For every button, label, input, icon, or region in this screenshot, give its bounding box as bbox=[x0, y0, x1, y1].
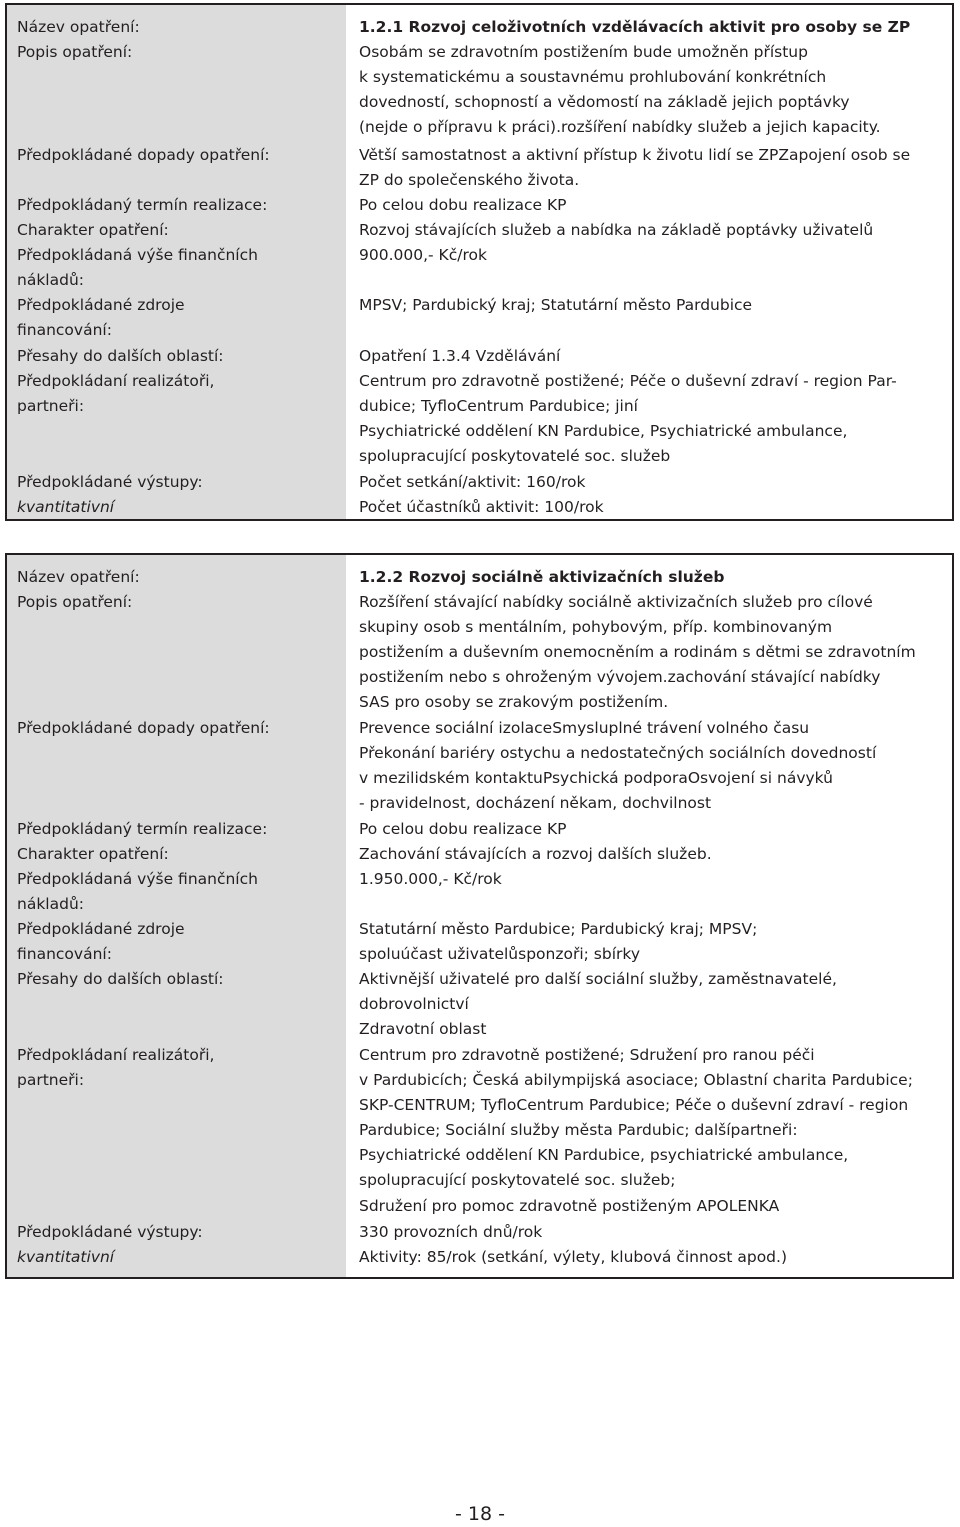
dopady-line: Překonání bariéry ostychu a nedostatečných sociálních dovedností bbox=[359, 744, 877, 762]
popis-line: Rozšíření stávající nabídky sociálně aktivizačních služeb pro cílové bbox=[359, 593, 873, 611]
realizatori-line: dubice; TyfloCentrum Pardubice; jiní bbox=[359, 397, 638, 415]
termin-value: Po celou dobu realizace KP bbox=[359, 820, 567, 838]
label-column bbox=[7, 555, 346, 1277]
label-termin: Předpokládaný termín realizace: bbox=[17, 820, 268, 838]
charakter-value: Rozvoj stávajících služeb a nabídka na základě poptávky uživatelů bbox=[359, 221, 874, 239]
label-nazev: Název opatření: bbox=[17, 568, 140, 586]
measure-card-1-2-1 bbox=[5, 3, 954, 521]
label-naklady: Předpokládaná výše finančních bbox=[17, 246, 258, 264]
presahy-line: Aktivnější uživatelé pro další sociální služby, zaměstnavatelé, bbox=[359, 970, 837, 988]
realizatori-line: Sdružení pro pomoc zdravotně postiženým APOLENKA bbox=[359, 1197, 780, 1215]
value-column bbox=[346, 555, 952, 1277]
charakter-value: Zachování stávajících a rozvoj dalších služeb. bbox=[359, 845, 712, 863]
page-number: - 18 - bbox=[455, 1503, 505, 1525]
realizatori-line: v Pardubicích; Česká abilympijská asociace; Oblastní charita Pardubice; bbox=[359, 1071, 913, 1089]
realizatori-line: SKP-CENTRUM; TyfloCentrum Pardubice; Péče o duševní zdraví - region bbox=[359, 1096, 909, 1114]
label-zdroje: Předpokládané zdroje bbox=[17, 920, 185, 938]
popis-line: SAS pro osoby se zrakovým postižením. bbox=[359, 693, 669, 711]
popis-line: skupiny osob s mentálním, pohybovým, příp. kombinovaným bbox=[359, 618, 833, 636]
vystupy-line: Počet účastníků aktivit: 100/rok bbox=[359, 498, 604, 516]
zdroje-line: Statutární město Pardubice; Pardubický kraj; MPSV; bbox=[359, 920, 758, 938]
zdroje-line: spoluúčast uživatelůsponzoři; sbírky bbox=[359, 945, 640, 963]
zdroje-value: MPSV; Pardubický kraj; Statutární město Pardubice bbox=[359, 296, 753, 314]
label-popis: Popis opatření: bbox=[17, 593, 133, 611]
label-realizatori-cont: partneři: bbox=[17, 1071, 85, 1089]
label-zdroje-cont: financování: bbox=[17, 321, 112, 339]
popis-line: k systematickému a soustavnému prohlubování konkrétních bbox=[359, 68, 827, 86]
label-zdroje-cont: financování: bbox=[17, 945, 112, 963]
label-vystupy: Předpokládané výstupy: bbox=[17, 473, 203, 491]
realizatori-line: spolupracující poskytovatelé soc. služeb bbox=[359, 447, 671, 465]
realizatori-line: Psychiatrické oddělení KN Pardubice, Psychiatrické ambulance, bbox=[359, 422, 848, 440]
realizatori-line: Pardubice; Sociální služby města Pardubic; dalšípartneři: bbox=[359, 1121, 798, 1139]
popis-line: (nejde o přípravu k práci).rozšíření nabídky služeb a jejich kapacity. bbox=[359, 118, 881, 136]
label-kvantitativni: kvantitativní bbox=[17, 1248, 115, 1266]
vystupy-line: 330 provozních dnů/rok bbox=[359, 1223, 543, 1241]
label-kvantitativni: kvantitativní bbox=[17, 498, 115, 516]
realizatori-line: Centrum pro zdravotně postižené; Sdružení pro ranou péči bbox=[359, 1046, 815, 1064]
label-naklady-cont: nákladů: bbox=[17, 895, 84, 913]
realizatori-line: spolupracující poskytovatelé soc. služeb; bbox=[359, 1171, 676, 1189]
vystupy-line: Počet setkání/aktivit: 160/rok bbox=[359, 473, 586, 491]
dopady-line: - pravidelnost, docházení někam, dochvilnost bbox=[359, 794, 712, 812]
termin-value: Po celou dobu realizace KP bbox=[359, 196, 567, 214]
dopady-line: v mezilidském kontaktuPsychická podporaOsvojení si návyků bbox=[359, 769, 833, 787]
label-vystupy: Předpokládané výstupy: bbox=[17, 1223, 203, 1241]
realizatori-line: Centrum pro zdravotně postižené; Péče o duševní zdraví - region Par- bbox=[359, 372, 897, 390]
naklady-value: 1.950.000,- Kč/rok bbox=[359, 870, 502, 888]
label-column bbox=[7, 5, 346, 519]
label-naklady: Předpokládaná výše finančních bbox=[17, 870, 258, 888]
label-dopady: Předpokládané dopady opatření: bbox=[17, 146, 270, 164]
label-nazev: Název opatření: bbox=[17, 18, 140, 36]
popis-line: Osobám se zdravotním postižením bude umožněn přístup bbox=[359, 43, 808, 61]
dopady-line: ZP do společenského života. bbox=[359, 171, 580, 189]
label-presahy: Přesahy do dalších oblastí: bbox=[17, 347, 224, 365]
label-realizatori: Předpokládaní realizátoři, bbox=[17, 372, 215, 390]
realizatori-line: Psychiatrické oddělení KN Pardubice, psychiatrické ambulance, bbox=[359, 1146, 849, 1164]
value-column bbox=[346, 5, 952, 519]
label-charakter: Charakter opatření: bbox=[17, 845, 169, 863]
label-termin: Předpokládaný termín realizace: bbox=[17, 196, 268, 214]
label-zdroje: Předpokládané zdroje bbox=[17, 296, 185, 314]
measure-title: 1.2.1 Rozvoj celoživotních vzdělávacích aktivit pro osoby se ZP bbox=[359, 18, 911, 36]
label-realizatori-cont: partneři: bbox=[17, 397, 85, 415]
label-popis: Popis opatření: bbox=[17, 43, 133, 61]
label-presahy: Přesahy do dalších oblastí: bbox=[17, 970, 224, 988]
measure-title: 1.2.2 Rozvoj sociálně aktivizačních služeb bbox=[359, 568, 725, 586]
presahy-line: dobrovolnictví bbox=[359, 995, 469, 1013]
presahy-value: Opatření 1.3.4 Vzdělávání bbox=[359, 347, 561, 365]
label-realizatori: Předpokládaní realizátoři, bbox=[17, 1046, 215, 1064]
dopady-line: Větší samostatnost a aktivní přístup k životu lidí se ZPZapojení osob se bbox=[359, 146, 911, 164]
measure-card-1-2-2 bbox=[5, 553, 954, 1279]
popis-line: dovedností, schopností a vědomostí na základě jejich poptávky bbox=[359, 93, 850, 111]
naklady-value: 900.000,- Kč/rok bbox=[359, 246, 487, 264]
vystupy-line: Aktivity: 85/rok (setkání, výlety, klubová činnost apod.) bbox=[359, 1248, 787, 1266]
dopady-line: Prevence sociální izolaceSmysluplné trávení volného času bbox=[359, 719, 810, 737]
label-naklady-cont: nákladů: bbox=[17, 271, 84, 289]
popis-line: postižením nebo s ohroženým vývojem.zachování stávající nabídky bbox=[359, 668, 881, 686]
popis-line: postižením a duševním onemocněním a rodinám s dětmi se zdravotním bbox=[359, 643, 916, 661]
label-charakter: Charakter opatření: bbox=[17, 221, 169, 239]
presahy-line: Zdravotní oblast bbox=[359, 1020, 487, 1038]
label-dopady: Předpokládané dopady opatření: bbox=[17, 719, 270, 737]
